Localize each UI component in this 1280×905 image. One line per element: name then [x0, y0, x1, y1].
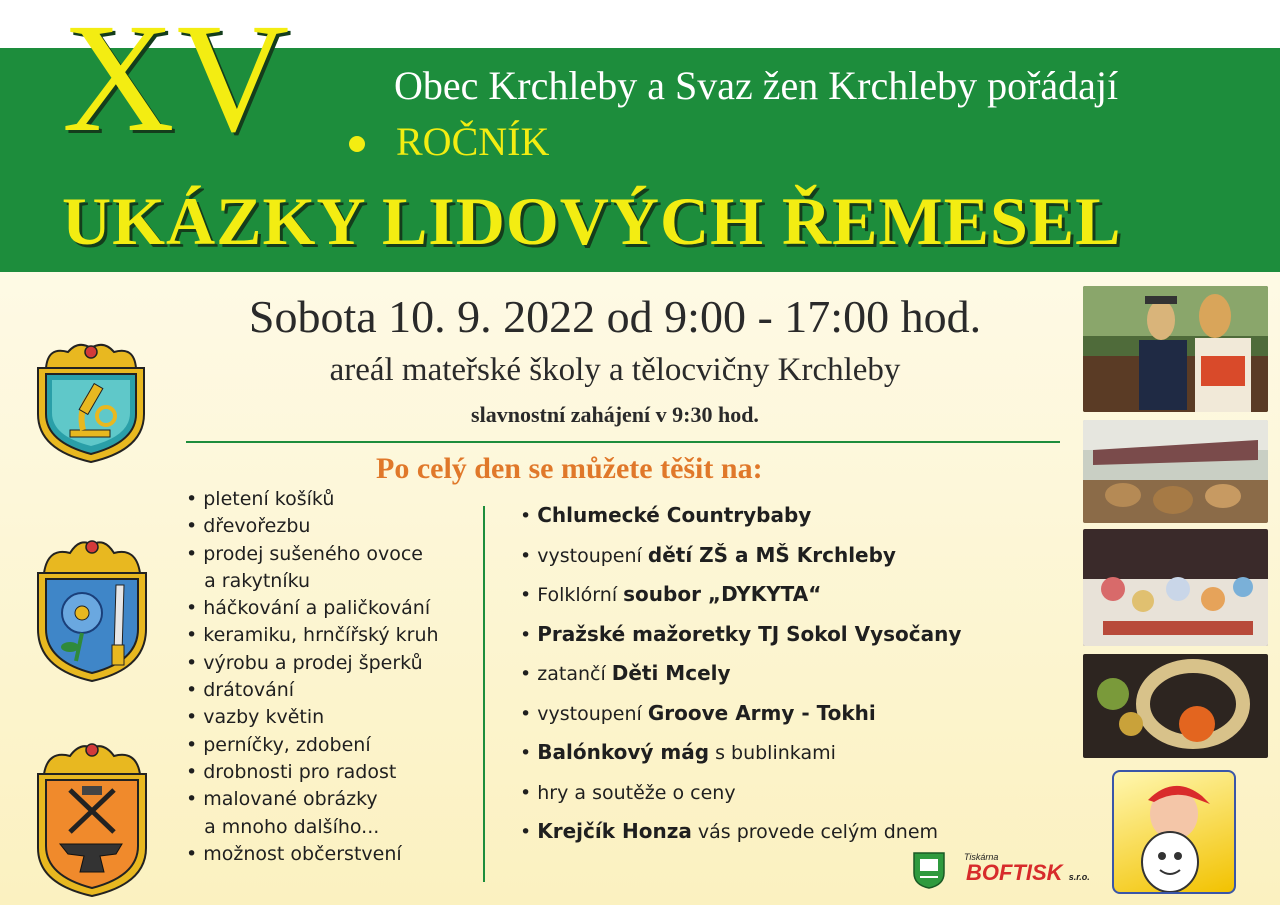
handicrafts-photo [1083, 529, 1268, 646]
edition-number: XV [62, 0, 292, 164]
list-item: • zatančí Děti Mcely [520, 661, 731, 685]
list-item: • háčkování a paličkování [186, 597, 431, 620]
list-item: • hry a soutěže o ceny [520, 781, 736, 804]
village-logo-icon [912, 851, 946, 889]
list-item: • prodej sušeného ovoce [186, 542, 423, 565]
flower-crest-icon [30, 533, 154, 683]
list-item: • Krejčík Honza vás provede celým dnem [520, 819, 939, 843]
list-item: a mnoho dalšího... [186, 815, 380, 838]
list-item: • vystoupení Groove Army - Tokhi [520, 700, 876, 725]
list-item: • Folklórní soubor „DYKYTA“ [520, 582, 822, 606]
list-item: • výrobu a prodej šperků [186, 651, 423, 674]
crafts-list [186, 486, 439, 868]
edition-word: ROČNÍK [396, 119, 550, 164]
list-item: • Chlumecké Countrybaby [520, 503, 812, 527]
mascot-icon [1114, 772, 1234, 892]
list-item: • malované obrázky [186, 788, 378, 811]
list-item: • dřevořezbu [186, 515, 311, 538]
list-item: • perníčky, zdobení [186, 733, 371, 756]
list-item: • Balónkový mág s bublinkami [520, 740, 836, 764]
list-item: • pletení košíků [186, 488, 335, 510]
mascot-photo [1112, 770, 1236, 894]
list-item: a rakytníku [186, 569, 311, 592]
event-date: Sobota 10. 9. 2022 od 9:00 - 17:00 hod. [248, 291, 982, 342]
printer-name: BOFTISK s.r.o. [966, 860, 1090, 885]
performances-list [520, 500, 961, 856]
divider-line [186, 441, 1060, 443]
microscope-crest-icon [28, 338, 154, 466]
scarecrows-photo [1083, 286, 1268, 412]
list-item: • vystoupení dětí ZŠ a MŠ Krchleby [520, 542, 896, 567]
list-item: • keramiku, hrnčířský kruh [186, 624, 439, 647]
printer-label: Tiskárna [964, 852, 999, 862]
opening-time: slavnostní zahájení v 9:30 hod. [471, 402, 759, 427]
program-heading: Po celý den se můžete těšit na: [376, 452, 763, 485]
edition-dot [349, 136, 365, 152]
anvil-crest-icon [30, 738, 154, 898]
list-item: • vazby květin [186, 706, 325, 729]
event-venue: areál mateřské školy a tělocvičny Krchleby [329, 352, 901, 388]
column-divider [483, 506, 485, 882]
list-item: • drobnosti pro radost [186, 760, 397, 783]
event-title: UKÁZKY LIDOVÝCH ŘEMESEL [62, 183, 1122, 259]
list-item: • Pražské mažoretky TJ Sokol Vysočany [520, 621, 962, 646]
list-item: • drátování [186, 679, 295, 702]
baskets-photo [1083, 420, 1268, 523]
organizer-line: Obec Krchleby a Svaz žen Krchleby pořádají [394, 63, 1119, 108]
harvest-wreath-photo [1083, 654, 1268, 758]
list-item: • možnost občerstvení [186, 842, 402, 865]
